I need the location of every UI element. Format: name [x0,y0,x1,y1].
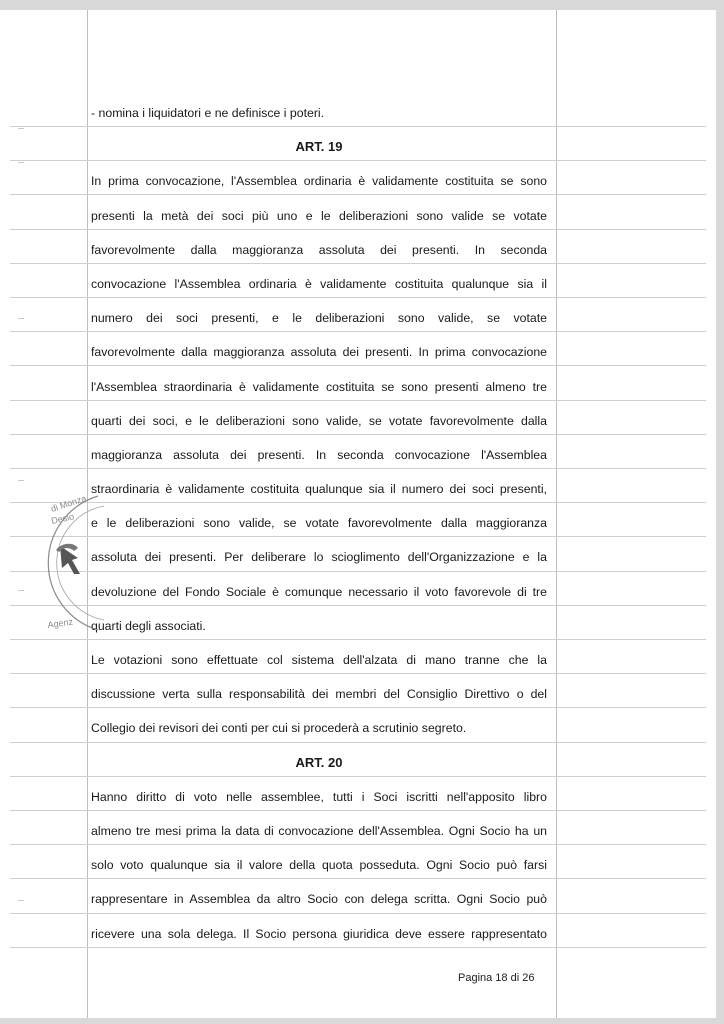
text-line: - nomina i liquidatori e ne definisce i poteri. [91,106,325,120]
margin-tick [18,128,24,129]
text-line: quarti degli associati. [91,618,206,633]
text-line: numero dei soci presenti, e le deliberazioni sono valide, se votate [91,311,547,326]
article-heading: ART. 20 [295,754,343,770]
svg-text:di Monza: di Monza [49,493,88,514]
text-line: Collegio dei revisori dei conti per cui si procederà a scrutinio segreto. [91,721,467,736]
text-line: In prima convocazione, l'Assemblea ordinaria è validamente costituita se sono [91,174,547,189]
margin-tick [18,480,24,481]
text-line: discussione verta sulla responsabilità dei membri del Consiglio Direttivo o del [91,687,547,702]
svg-text:Desio: Desio [50,511,75,526]
text-line: Le votazioni sono effettuate col sistema dell'alzata di mano tranne che la [91,653,547,667]
text-line: straordinaria è validamente costituita qualunque sia il numero dei soci presenti, [91,482,547,497]
text-line: favorevolmente dalla maggioranza assoluta dei presenti. In seconda [91,242,547,257]
text-line: Hanno diritto di voto nelle assemblee, tutti i Soci iscritti nell'apposito libro [91,789,547,804]
article-heading: ART. 19 [295,139,343,155]
text-line: ricevere una sola delega. Il Socio persona giuridica deve essere rappresentato [91,926,547,941]
text-line: e le deliberazioni sono valide, se votate favorevolmente dalla maggioranza [91,516,547,531]
text-line: presenti la metà dei soci più uno e le deliberazioni sono valide se votate [91,208,547,223]
svg-text:Agenz: Agenz [46,616,74,630]
text-line: rappresentare in Assemblea da altro Socio con delega scritta. Ogni Socio può [91,892,547,907]
text-line: quarti dei soci, e le deliberazioni sono valide, se votate favorevolmente dalla [91,413,547,428]
text-line: almeno tre mesi prima la data di convocazione dell'Assemblea. Ogni Socio ha un [91,823,547,838]
margin-tick [18,590,24,591]
text-line: maggioranza assoluta dei presenti. In seconda convocazione l'Assemblea [91,447,547,462]
text-line: devoluzione del Fondo Sociale è comunque necessario il voto favorevole di tre [91,584,547,599]
text-line: assoluta dei presenti. Per deliberare lo scioglimento dell'Organizzazione e la [91,550,547,565]
page-number: Pagina 18 di 26 [458,972,535,984]
official-stamp-seal [38,488,116,638]
text-line: l'Assemblea straordinaria è validamente costituita se sono presenti almeno tre [91,379,547,394]
text-line: solo voto qualunque sia il valore della quota posseduta. Ogni Socio può farsi [91,858,547,873]
margin-tick [18,318,24,319]
text-line: convocazione l'Assemblea ordinaria è validamente costituita qualunque sia il [91,276,547,291]
margin-tick [18,900,24,901]
document-page [0,10,716,1018]
text-line: favorevolmente dalla maggioranza assoluta dei presenti. In prima convocazione [91,345,547,360]
margin-tick [18,162,24,163]
document-body [91,96,547,951]
right-margin-rule [556,10,557,1018]
